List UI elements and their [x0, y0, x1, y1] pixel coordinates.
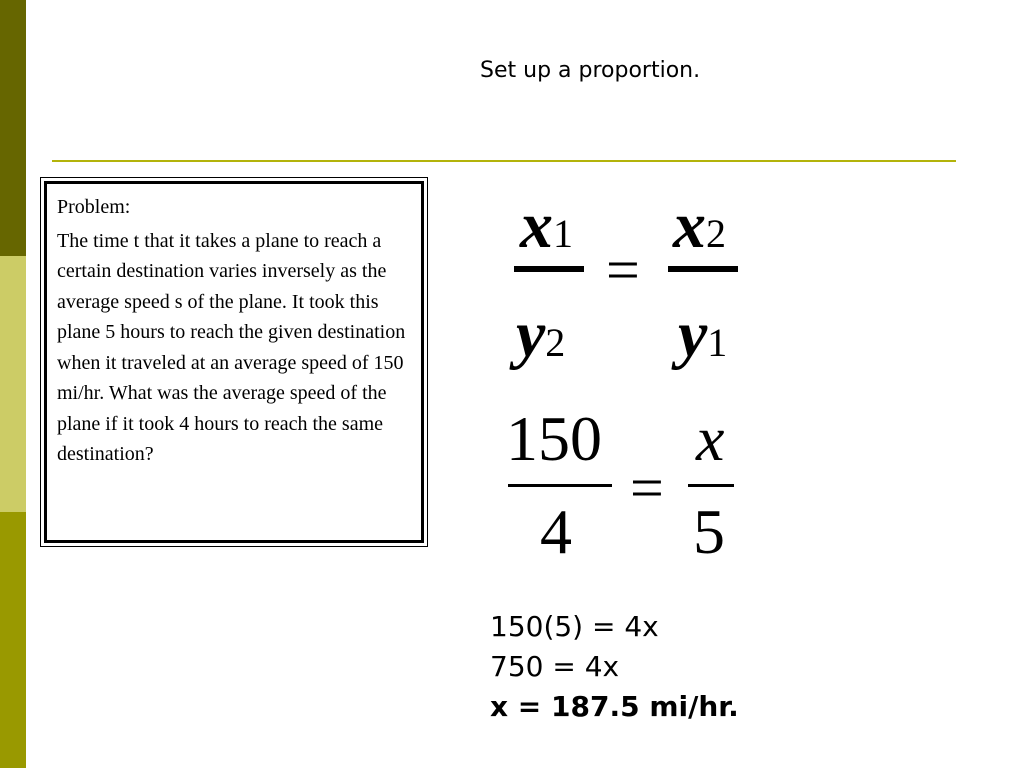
solution-step-2: 750 = 4x [490, 650, 620, 683]
formula-left-fraction-bar [514, 266, 584, 272]
proportion-right-denominator: 5 [693, 496, 725, 567]
proportion-right-fraction-bar [688, 484, 734, 487]
proportion-left-denominator: 4 [540, 496, 572, 567]
formula-right-denominator: y1 [678, 298, 728, 371]
slide-title: Set up a proportion. [480, 58, 701, 83]
problem-text: The time t that it takes a plane to reach a certain destination varies inversely as the average speed s of the plane. It took this plane 5 hours to reach the given destination when it traveled at an average speed of 150 mi/hr. What was the average speed of the plane if it took 4 hours to reach the same destination? [57, 229, 406, 465]
solution-step-1: 150(5) = 4x [490, 610, 659, 643]
accent-bar-bottom [0, 512, 26, 768]
proportion-equals-sign: = [630, 455, 664, 521]
problem-box-inner [44, 181, 424, 543]
title-divider [52, 160, 956, 162]
formula-right-numerator: x2 [673, 189, 726, 262]
problem-box [40, 177, 428, 547]
solution-steps [490, 607, 739, 727]
problem-label: Problem: [57, 196, 131, 218]
proportion-right-numerator: x [696, 403, 725, 474]
formula-equals-sign: = [606, 237, 640, 303]
proportion-left-fraction-bar [508, 484, 612, 487]
formula-left-denominator: y2 [516, 298, 566, 371]
proportion-left-numerator: 150 [506, 403, 602, 474]
formula-right-fraction-bar [668, 266, 738, 272]
solution-answer: x = 187.5 mi/hr. [490, 690, 739, 723]
formula-left-numerator: x1 [520, 189, 573, 262]
accent-bar-top [0, 0, 26, 256]
accent-bar-middle [0, 256, 26, 512]
